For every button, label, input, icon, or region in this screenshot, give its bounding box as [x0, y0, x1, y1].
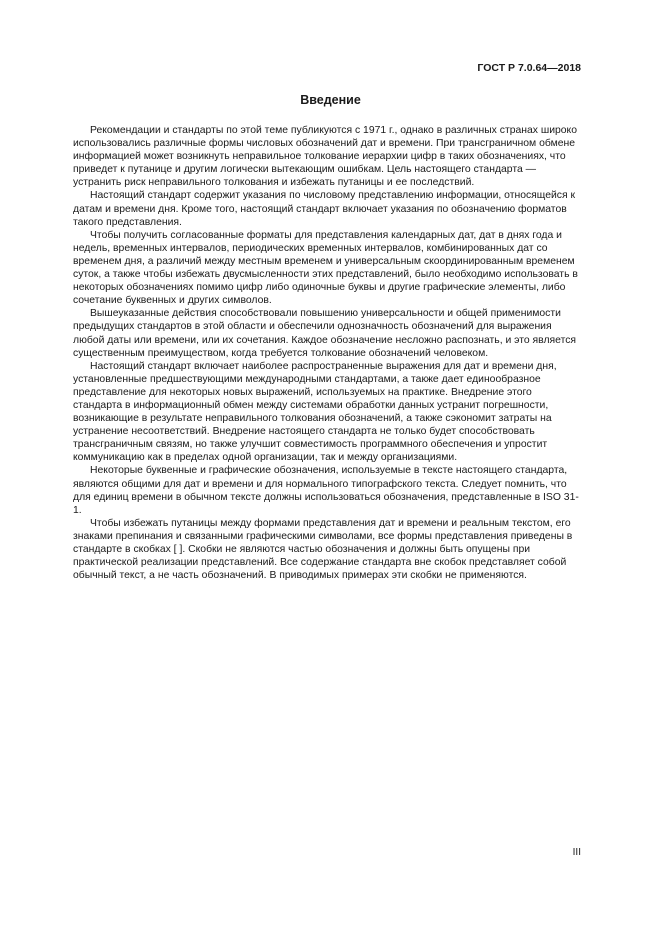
paragraph: Чтобы получить согласованные форматы для представления календарных дат, дат в днях года и недель, временных интервалов, периодических временных интервалов, комбинированных дат со временем дня, а различий между местным временем и универсальным скоординированным временем суток, а также чтобы избежать двусмысленности этих представлений, было необходимо использовать в некоторых обозначениях помимо цифр либо одиночные буквы и другие графические элементы, либо сочетание буквенных и других символов.	[73, 229, 578, 307]
paragraph: Чтобы избежать путаницы между формами представления дат и времени и реальным текстом, его знаками препинания и связанными графическими символами, все формы представления приведены в стандарте в скобках [ ]. Скобки не являются частью обозначения и должны быть опущены при практической реализации представлений. Все содержание стандарта вне скобок представляет собой обычный текст, а не часть обозначений. В приводимых примерах эти скобки не применяются.	[73, 517, 573, 582]
paragraph: Рекомендации и стандарты по этой теме публикуются с 1971 г., однако в различных странах широко использовались различные формы числовых обозначений дат и времени. При трансграничном обмене информацией может возникнуть неправильное толкование иерархии цифр в таких обозначениях, что приведет к путанице и другим логически вытекающим ошибкам. Цель настоящего стандарта — устранить риск неправильного толкования и избежать путаницы и ее последствий.	[73, 125, 578, 189]
paragraph: Настоящий стандарт содержит указания по числовому представлению информации, относящейся к датам и времени дня. Кроме того, настоящий стандарт включает указания по обозначению форматов такого представления.	[73, 190, 576, 228]
body-text	[73, 124, 581, 582]
standard-code: ГОСТ Р 7.0.64—2018	[477, 62, 581, 74]
section-title: Введение	[300, 93, 361, 107]
page-number: III	[572, 847, 581, 858]
paragraph: Некоторые буквенные и графические обозначения, используемые в тексте настоящего стандарта, являются общими для дат и времени и для нормального типографского текста. Следует помнить, что для единиц времени в обычном тексте должны использоваться обозначения, представленные в ISO 31-1.	[73, 465, 579, 516]
paragraph: Вышеуказанные действия способствовали повышению универсальности и общей применимости предыдущих стандартов в этой области и обеспечили однозначность обозначений для выражения любой даты или времени, или их сочетания. Каждое обозначение несложно распознать, и это является существенным преимуществом, когда требуется толкование обозначений человеком.	[73, 308, 577, 359]
paragraph: Настоящий стандарт включает наиболее распространенные выражения для дат и времени дня, установленные предшествующими международными стандартами, а также дает единообразное представление для некоторых новых выражений, используемых на практике. Внедрение этого стандарта в информационный обмен между системами обработки данных устранит погрешности, возникающие в результате неправильного толкования обозначений, а также сэкономит затраты на устранение несоответствий. Внедрение настоящего стандарта не только будет способствовать трансграничным связям, но также улучшит совместимость программного обеспечения и упростит коммуникацию как в пределах одной организации, так и между организациями.	[73, 360, 557, 464]
